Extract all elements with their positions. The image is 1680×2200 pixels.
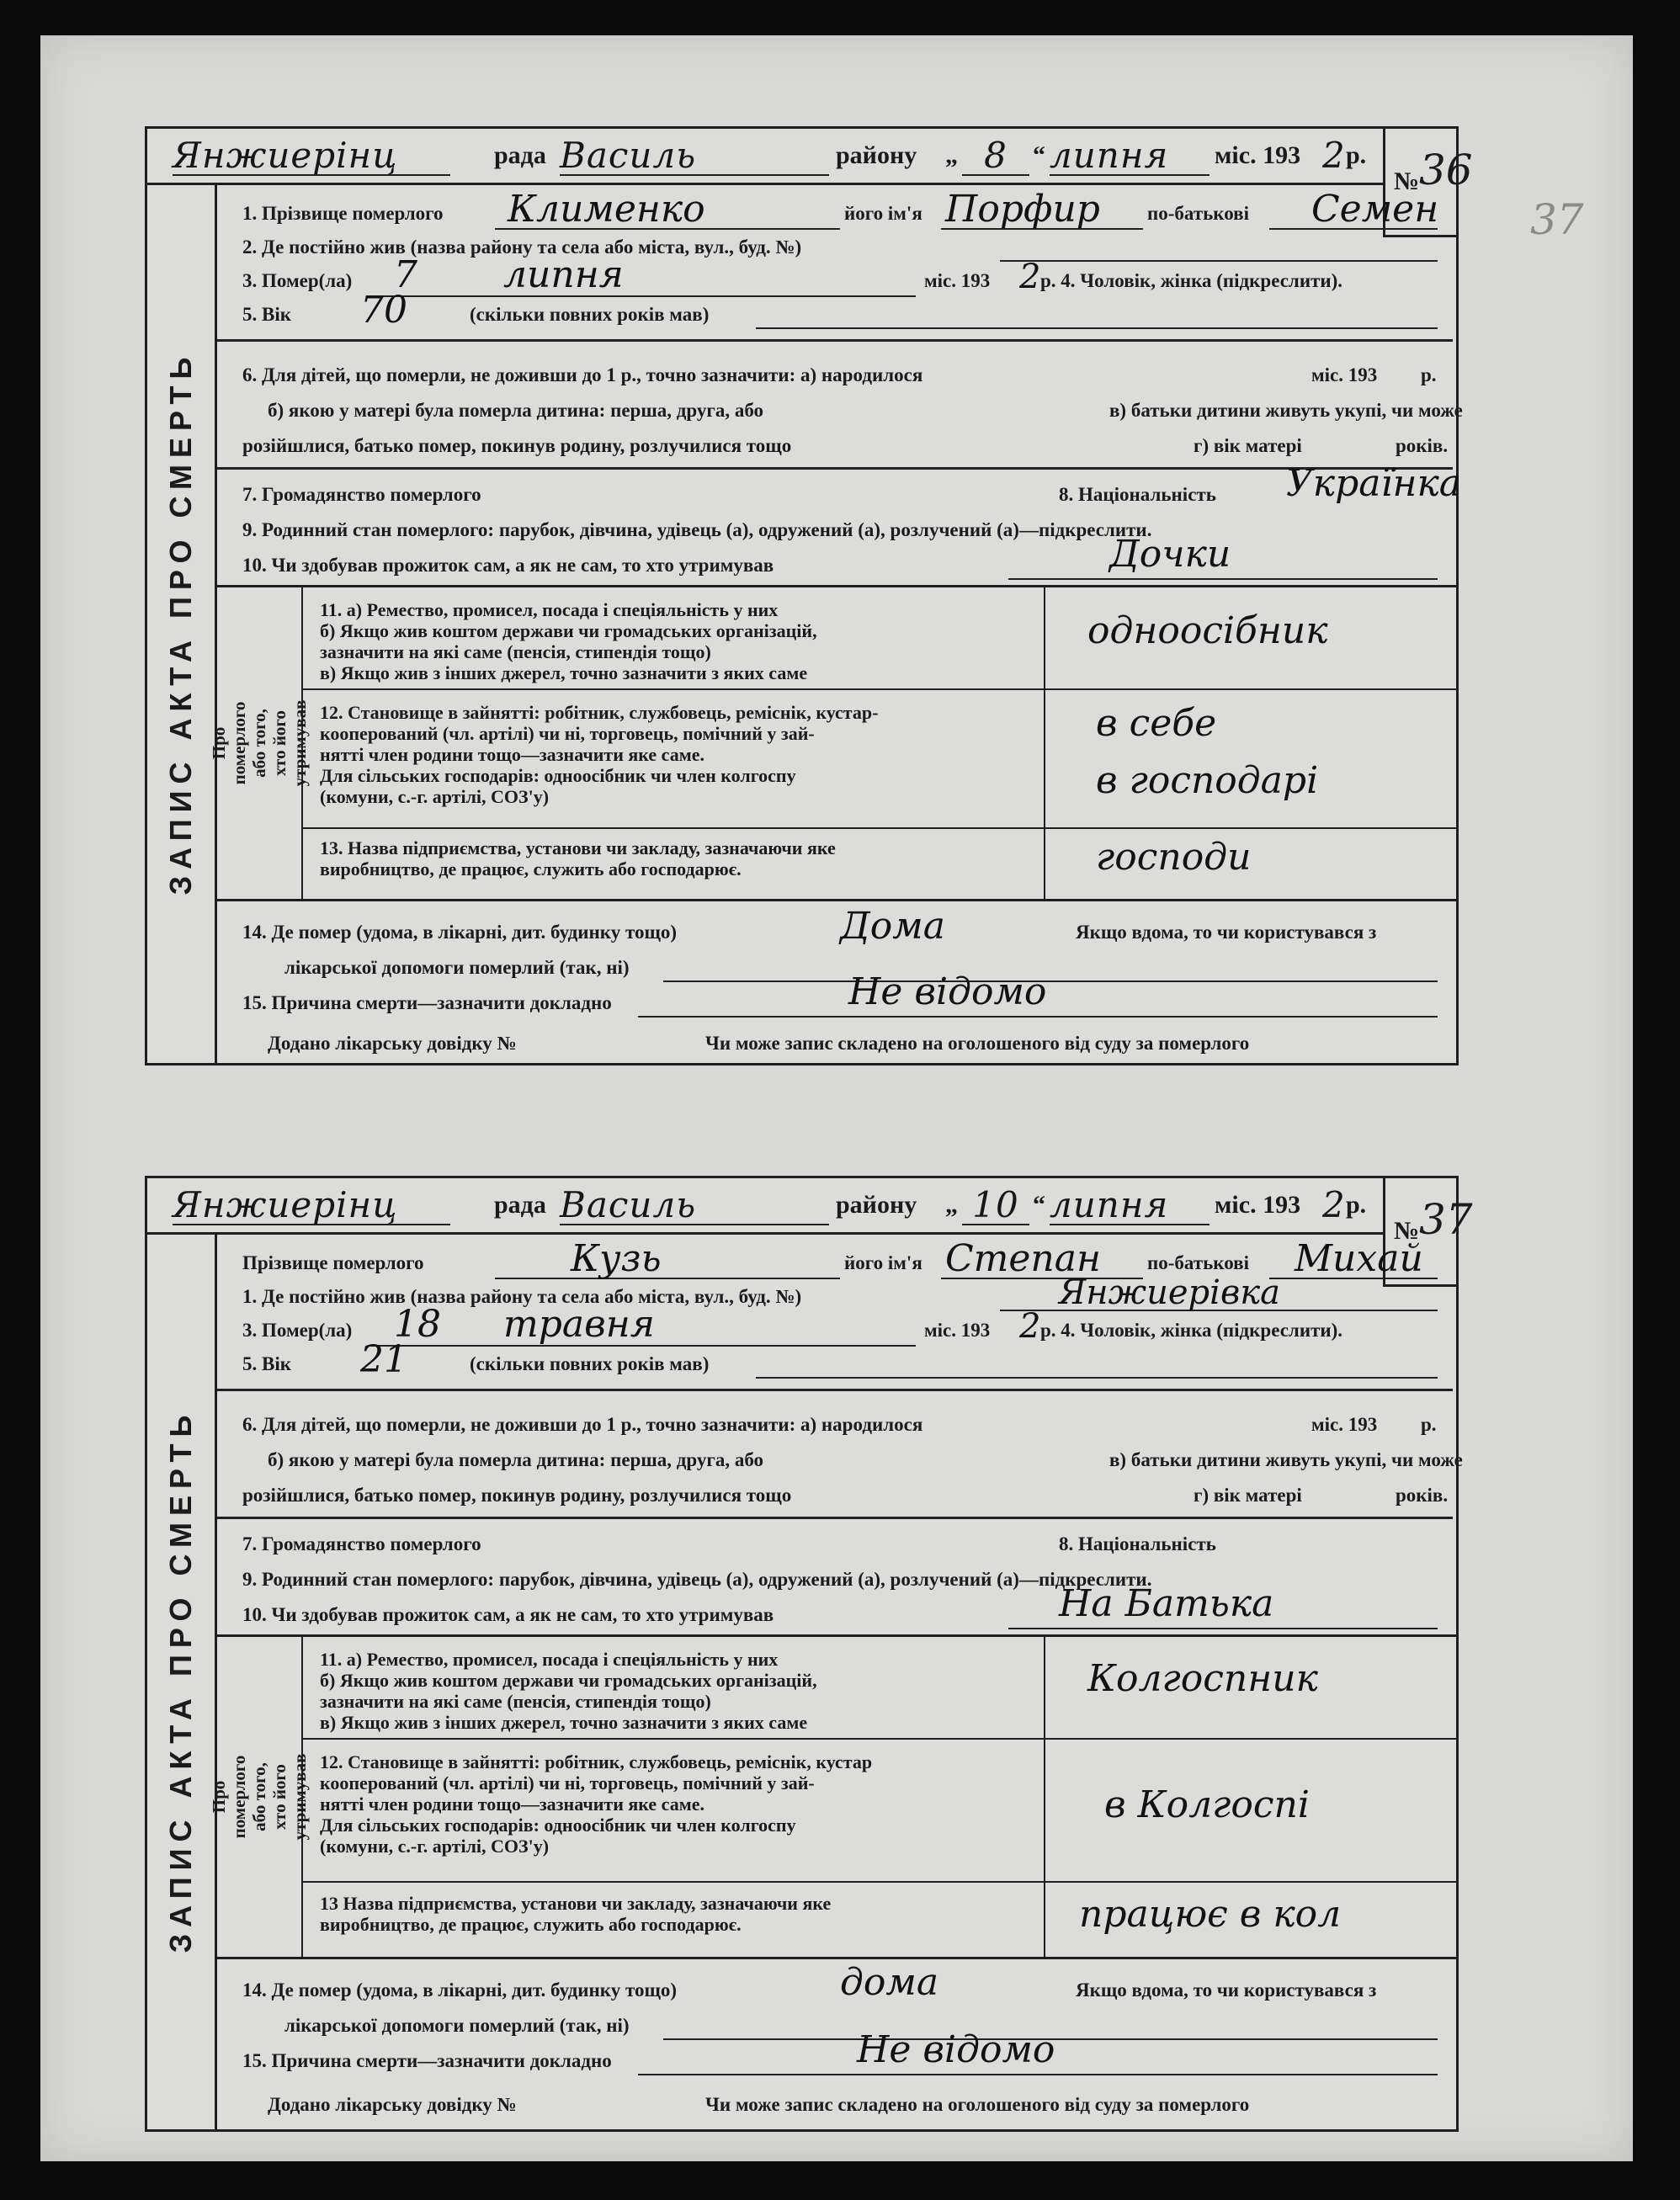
children-line-3-end: г) вік матері: [1194, 1485, 1302, 1506]
death-record-form-2: [145, 1176, 1473, 2132]
year-suffix: р.: [1346, 1191, 1367, 1219]
livelihood-value: На Батька: [1059, 1582, 1274, 1625]
court-label: Чи може запис складено на оголошеного від суду за померлого: [705, 2094, 1250, 2115]
age-label: 5. Вік: [242, 1353, 291, 1374]
children-line-3: розійшлися, батько помер, покинув родину, розлучилися тощо: [242, 435, 792, 456]
year-suffix: р.: [1346, 141, 1367, 169]
item-13-text: 13. Назва підприємства, установи чи закладу, зазначаючи яке виробництво, де працює, служить або господарює.: [320, 837, 836, 879]
margin-archive-mark: 37: [1530, 195, 1584, 244]
nationality-label: 8. Національність: [1059, 484, 1216, 505]
occupation-side-label: Про померлого або того, хто його утримував: [209, 699, 310, 787]
form-header: Янжиерінц рада Василь району „ 10 “ липня міс. 193 2 р.: [147, 1178, 1383, 1235]
date-day: 8: [962, 137, 1029, 176]
form-header: Янжиерінц рада Василь району „ 8 “ липня міс. 193 2 р.: [147, 129, 1383, 185]
district-value: Василь: [560, 1187, 829, 1225]
item-12-value-2: в господарі: [1096, 759, 1319, 802]
residence-value: Янжиерівка: [1059, 1273, 1280, 1312]
nationality-value: Українка: [1286, 462, 1462, 505]
date-month: липня: [1050, 1187, 1209, 1225]
place-value: дома: [840, 1961, 939, 2004]
name-label: його ім'я: [844, 203, 922, 224]
council-value: Янжиерінц: [173, 137, 450, 176]
children-line-1-end: міс. 193: [1311, 364, 1378, 385]
district-value: Василь: [560, 137, 829, 176]
certificate-label: Додано лікарську довідку №: [268, 2094, 517, 2115]
district-label: району: [836, 141, 917, 169]
item-13-value: працює в кол: [1079, 1893, 1342, 1936]
help-label-2: лікарської допомоги померлий (так, ні): [284, 2015, 630, 2036]
died-label: 3. Помер(ла): [242, 1320, 353, 1341]
age-value: 21: [360, 1338, 407, 1381]
cause-value: Не відомо: [848, 970, 1047, 1013]
item-12: [303, 688, 1456, 829]
item-11-value: одноосібник: [1087, 609, 1328, 652]
item-11: [303, 1637, 1456, 1740]
place-value: Дома: [840, 905, 945, 948]
occupation-section: [209, 1634, 1456, 1959]
year-label: міс. 193: [1215, 1191, 1301, 1219]
residence-label: 1. Де постійно жив (назва району та села або міста, вул., буд. №): [242, 1286, 802, 1307]
citizenship-label: 7. Громадянство померлого: [242, 484, 481, 505]
year-digit: 2: [1322, 135, 1346, 176]
certificate-label: Додано лікарську довідку №: [268, 1033, 517, 1054]
marital-label: 9. Родинний стан померлого: парубок, дівчина, удівець (а), одружений (а), розлучений (а)—підкреслити.: [242, 1569, 1152, 1590]
died-label: 3. Помер(ла): [242, 270, 353, 291]
children-line-2-end: в) батьки дитини живуть укупі, чи може: [1109, 1449, 1463, 1470]
died-year-label: міс. 193: [924, 270, 991, 291]
patronymic-value: Михай: [1295, 1237, 1423, 1280]
sex-label: р. 4. Чоловік, жінка (підкреслити).: [1040, 270, 1343, 291]
number-label: №: [1394, 167, 1420, 195]
council-label: рада: [494, 1191, 546, 1219]
first-name-value: Порфир: [945, 188, 1100, 231]
item-12-value-1: в Колгоспі: [1104, 1783, 1310, 1826]
date-day: 10: [962, 1187, 1029, 1225]
item-11-text: 11. а) Ремество, промисел, посада і спеціяльність у них б) Якщо жив коштом держави чи громадських організацій, зазначити на які саме (пенсія, стипендія тощо) в) Якщо жив з інших джерел, точно зазначити з яких саме: [320, 1649, 817, 1733]
cause-label: 15. Причина смерти—зазначити докладно: [242, 2050, 612, 2071]
year-digit: 2: [1322, 1184, 1346, 1225]
children-line-1: 6. Для дітей, що померли, не доживши до 1 р., точно зазначити: а) народилося: [242, 1414, 923, 1435]
surname-label: Прізвище померлого: [242, 1252, 424, 1273]
surname-value: Клименко: [508, 188, 705, 231]
surname-value: Кузь: [571, 1237, 662, 1280]
sex-label: р. 4. Чоловік, жінка (підкреслити).: [1040, 1320, 1343, 1341]
place-label: 14. Де помер (удома, в лікарні, дит. будинку тощо): [242, 922, 678, 943]
item-11: [303, 587, 1456, 690]
form-body: 1. Прізвище померлого Клименко його ім'я Порфир по-батькові Семен 2. Де постійно жив (назва району та села або міста, вул., буд. №) 3. Помер(ла) 7 липня міс. 193 2 р. 4. Чоловік, жінка (підкреслити). 5. Вік 70 (скільки повних років мав) 6. Для дітей, що померли, не доживши до 1 р., точно зазначити: а) народилося міс. 193 р. б) якою у матері була померла дитина: перша, друга, або в) батьки дитини живуть укупі, чи може розійшлися, батько помер, покинув родину, розлучилися тощо г) вік матері років. 7. Громадянство померлого 8. Національність Українка 9. Родинний стан померлого: парубок, дівчина, удівець (а), одружений (а), розлучений (а)—підкреслити. 10. Чи здобував прожиток сам, а як не сам, то хто утримував Дочки: [217, 183, 1385, 1063]
occupation-side-label: Про померлого або того, хто його утримував: [209, 1753, 310, 1841]
cause-value: Не відомо: [857, 2028, 1055, 2071]
district-label: району: [836, 1191, 917, 1219]
died-year-digit: 2: [1019, 258, 1041, 296]
nationality-label: 8. Національність: [1059, 1533, 1216, 1554]
council-label: рада: [494, 141, 546, 169]
first-name-value: Степан: [945, 1237, 1101, 1280]
marital-label: 9. Родинний стан померлого: парубок, дівчина, удівець (а), одружений (а), розлучений (а)—підкреслити.: [242, 519, 1152, 540]
council-value: Янжиерінц: [173, 1187, 450, 1225]
age-value: 70: [360, 289, 407, 332]
side-title: ЗАПИС АКТА ПРО СМЕРТЬ: [163, 350, 198, 895]
item-12-text: 12. Становище в зайнятті: робітник, службовець, реміснік, кустар- кооперований (чл. артілі) чи ні, торговець, помічний у зай- нятті член родини тощо—зазначити яке саме. Для сільських господарів: одноосібник чи член колгоспу (комуни, с.-г. артілі, СОЗ'у): [320, 702, 879, 807]
item-12: [303, 1738, 1456, 1883]
children-line-2: б) якою у матері була померла дитина: перша, друга, або: [268, 400, 764, 421]
item-12-value-1: в себе: [1096, 702, 1217, 745]
item-11-value: Колгоспник: [1087, 1657, 1318, 1700]
children-line-1: 6. Для дітей, що померли, не доживши до 1 р., точно зазначити: а) народилося: [242, 364, 923, 385]
side-title-column: [147, 183, 217, 1063]
died-day: 7: [394, 253, 417, 296]
record-number: 36: [1419, 146, 1473, 194]
item-11-text: 11. а) Ремество, промисел, посада і спеціяльність у них б) Якщо жив коштом держави чи громадських організацій, зазначити на які саме (пенсія, стипендія тощо) в) Якщо жив з інших джерел, точно зазначити з яких саме: [320, 599, 817, 683]
form-body: Прізвище померлого Кузь його ім'я Степан по-батькові Михай 1. Де постійно жив (назва району та села або міста, вул., буд. №) Янжиерівка 3. Помер(ла) 18 травня міс. 193 2 р. 4. Чоловік, жінка (підкреслити). 5. Вік 21 (скільки повних років мав) 6. Для дітей, що померли, не доживши до 1 р., точно зазначити: а) народилося міс. 193 р. б) якою у матері була померла дитина: перша, друга, або в) батьки дитини живуть укупі, чи може розійшлися, батько помер, покинув родину, розлучилися тощо г) вік матері років. 7. Громадянство померлого 8. Національність 9. Родинний стан померлого: парубок, дівчина, удівець (а), одружений (а), розлучений (а)—підкреслити. 10. Чи здобував прожиток сам, а як не сам, то хто утримував На Батька: [217, 1232, 1385, 2129]
children-line-2: б) якою у матері була померла дитина: перша, друга, або: [268, 1449, 764, 1470]
place-label: 14. Де помер (удома, в лікарні, дит. будинку тощо): [242, 1979, 678, 2001]
died-month: липня: [503, 253, 624, 296]
citizenship-label: 7. Громадянство померлого: [242, 1533, 481, 1554]
number-label: №: [1394, 1217, 1420, 1245]
died-day: 18: [394, 1303, 441, 1346]
side-title-column: [147, 1232, 217, 2129]
residence-label: 2. Де постійно жив (назва району та села або міста, вул., буд. №): [242, 236, 802, 258]
help-label-2: лікарської допомоги померлий (так, ні): [284, 957, 630, 978]
surname-label: 1. Прізвище померлого: [242, 203, 444, 224]
death-record-form-1: [145, 126, 1473, 1065]
court-label: Чи може запис складено на оголошеного від суду за померлого: [705, 1033, 1250, 1054]
record-number: 37: [1419, 1195, 1473, 1244]
died-month: травня: [503, 1303, 655, 1346]
side-title: ЗАПИС АКТА ПРО СМЕРТЬ: [163, 1408, 198, 1953]
item-13: [303, 827, 1456, 899]
children-line-1-end: міс. 193: [1311, 1414, 1378, 1435]
name-label: його ім'я: [844, 1252, 922, 1273]
item-13: [303, 1881, 1456, 1957]
item-13-text: 13 Назва підприємства, установи чи закладу, зазначаючи яке виробництво, де працює, служить або господарює.: [320, 1893, 832, 1935]
livelihood-label: 10. Чи здобував прожиток сам, а як не сам, то хто утримував: [242, 1604, 774, 1625]
age-suffix: (скільки повних років мав): [470, 304, 710, 325]
age-suffix: (скільки повних років мав): [470, 1353, 710, 1374]
help-label: Якщо вдома, то чи користувався з: [1076, 922, 1377, 943]
item-13-value: господи: [1096, 836, 1252, 879]
patronymic-label: по-батькові: [1147, 203, 1249, 224]
children-line-2-end: в) батьки дитини живуть укупі, чи може: [1109, 400, 1463, 421]
patronymic-value: Семен: [1311, 188, 1439, 231]
died-year-label: міс. 193: [924, 1320, 991, 1341]
cause-label: 15. Причина смерти—зазначити докладно: [242, 992, 612, 1013]
patronymic-label: по-батькові: [1147, 1252, 1249, 1273]
occupation-section: [209, 585, 1456, 901]
age-label: 5. Вік: [242, 304, 291, 325]
died-year-digit: 2: [1019, 1307, 1041, 1346]
item-12-text: 12. Становище в зайнятті: робітник, службовець, реміснік, кустар кооперований (чл. артілі) чи ні, торговець, помічний у зай- нятті член родини тощо—зазначити яке саме. Для сільських господарів: одноосібник чи член колгоспу (комуни, с.-г. артілі, СОЗ'у): [320, 1751, 873, 1857]
date-month: липня: [1050, 137, 1209, 176]
children-line-3: розійшлися, батько помер, покинув родину, розлучилися тощо: [242, 1485, 792, 1506]
help-label: Якщо вдома, то чи користувався з: [1076, 1979, 1377, 2001]
children-line-3-end: г) вік матері: [1194, 435, 1302, 456]
year-label: міс. 193: [1215, 141, 1301, 169]
livelihood-value: Дочки: [1109, 533, 1231, 576]
livelihood-label: 10. Чи здобував прожиток сам, а як не сам, то хто утримував: [242, 555, 774, 576]
